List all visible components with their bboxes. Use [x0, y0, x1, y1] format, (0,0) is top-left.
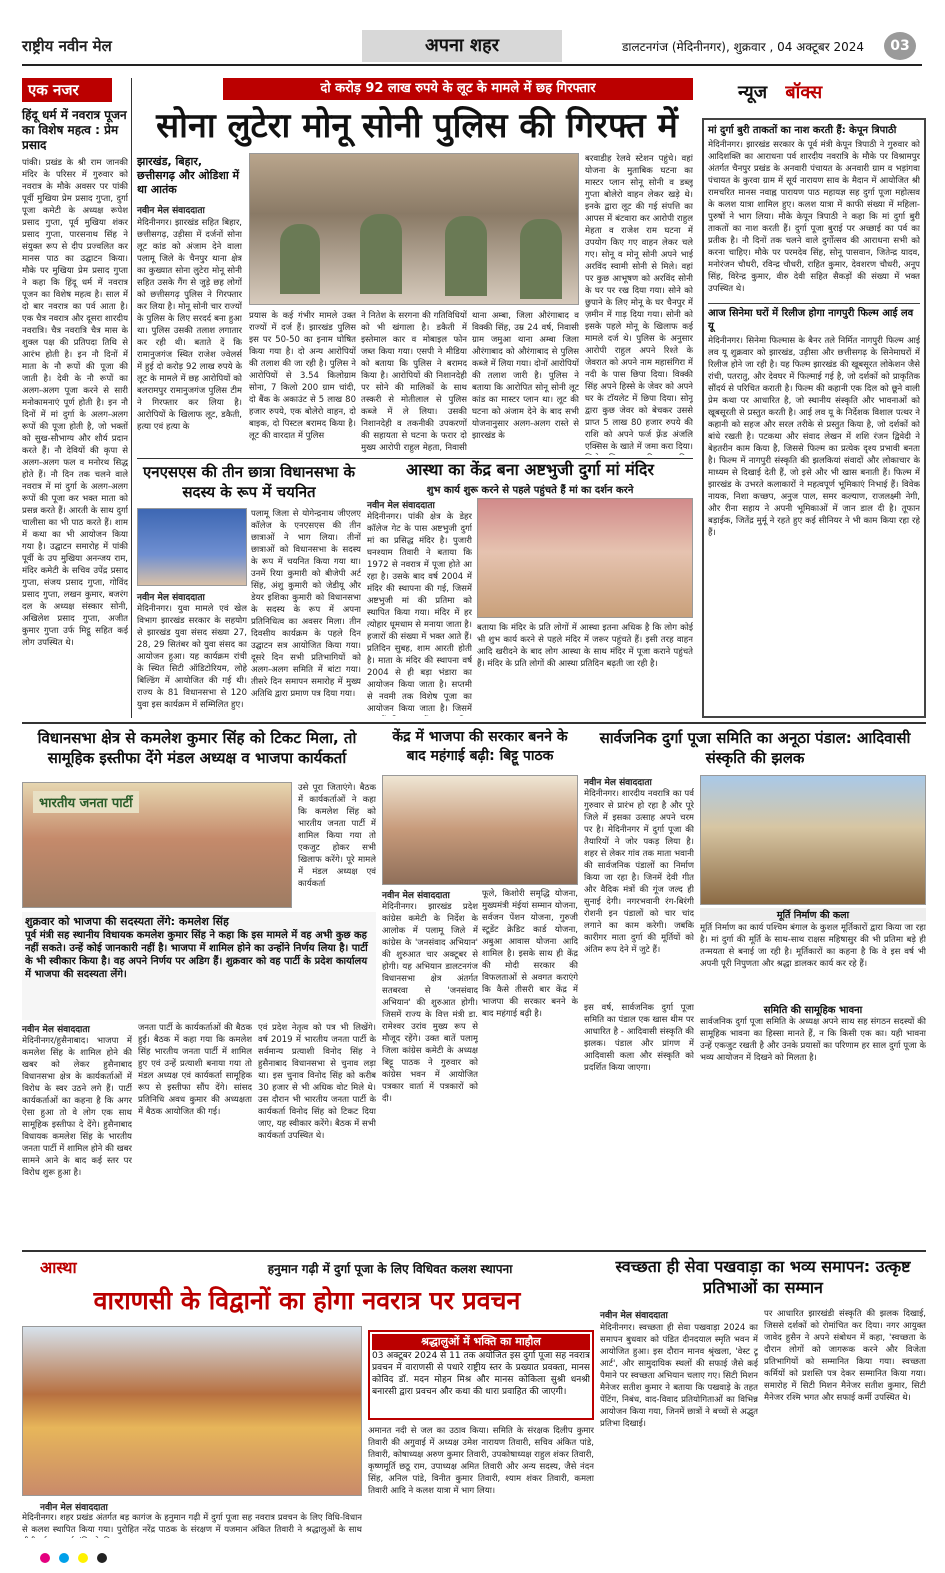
temple-photo	[477, 498, 693, 618]
registration-dot	[40, 1553, 50, 1563]
varanasi-box-title: श्रद्धालुओं में भक्ति का माहौल	[372, 1334, 590, 1350]
police-figure	[445, 216, 487, 296]
lead-headline: सोना लुटेरा मोनू सोनी पुलिस की गिरफ्त में	[156, 106, 678, 146]
section-divider	[137, 458, 693, 459]
lead-body-mid2: ने नितेश के सरगना की गतिविधियों को भी खंगाला है। डकैती में इस्तेमाल कार व मोबाइल फोन जब्त किया गया। एसपी ने मीडिया को बताया कि पुलिस ने बरामद किया है। आरोपियों की निशानदेही पर सोने की मालिकों के साथ तस्करी से मोतीलाल से पुलिस कब्जे में ले लिया। उसकी निशानदेही व तकनीकी उपकरणों की सहायता से घटना के फरार दो मुख्य आरोपी राहुल मेहता, निवासी	[361, 311, 467, 453]
police-figure	[280, 224, 320, 294]
lead-body-mid: प्रयास के कई गंभीर मामले उक्त राज्यों में दर्ज हैं। झारखंड पुलिस इस पर 50-50 का इनाम घोषित किया गया है। दो अन्य आरोपियों की तलाश की जा रही है। पुलिस ने आरोपियों से 3.54 किलोग्राम सोना, 7 किलो 200 ग्राम चांदी, दो बैंक के अकाउंट से 5 लाख 80 हजार रुपये, एक बोलेरो वाहन, दो बाइक, दो पिस्टल बरामद किया है। लूट की वारदात में पुलिस	[249, 311, 356, 441]
pandal-caption-body: मूर्ति निर्माण का कार्य पश्चिम बंगाल के कुशल मूर्तिकारों द्वारा किया जा रहा है। मां दुर्गा की मूर्ति के साथ-साथ राक्षस महिषासुर की भी प्रतिमा बड़े ही तन्मयता से बनाई जा रही है। मूर्तिकारों का कहना है कि वे इस वर्ष भी अपनी पूरी निपुणता और श्रद्धा डालकर कार्य कर रहे हैं।	[700, 923, 926, 969]
lead-body-left: मेदिनीनगर। झारखंड सहित बिहार, छत्तीसगढ़, उड़ीसा में दर्जनों सोना लूट कांड को अंजाम देने वाला पलामू जिले के चैनपुर थाना क्षेत्र का कुख्यात सोना लुटेरा मोनू सोनी सहित उसके गैंग से जुड़े छह लोगों को छत्तीसगढ़ पुलिस ने गिरफ्तार कर लिया है। मोनू सोनी चार राज्यों के पुलिस के लिए सरदर्द बना हुआ था। पुलिस उसकी तलाश लगातार कर रही थी। बताते दें कि रामानुजगंज स्थित राजेश ज्वेलर्स में हुई दो करोड़ 92 लाख रुपये के लूट के मामले में छह आरोपियों को बलरामपुर रामानुजगंज पुलिस टीम ने गिरफ्तार कर लिया है। आरोपियों के खिलाफ लूट, डकैती, हत्या एवं हत्या के	[137, 218, 242, 432]
varanasi-body: मेदिनीनगर। शहर प्रखंड अंतर्गत बड़ कागंज के हनुमान गढ़ी में दुर्गा पूजा सह नवरात्र प्रवचन के लिए विधि-विधान से कलश स्थापित किया गया। पुरोहित नरेंद्र पाठक के संरक्षण में यजमान अंकित तिवारी ने श्रद्धालुओं के साथ	[22, 1513, 362, 1535]
column-divider	[131, 78, 132, 718]
ek-nazar-column	[22, 78, 128, 718]
kamlesh-highlight-body: पूर्व मंत्री सह स्थानीय विधायक कमलेश कुमार सिंह ने कहा कि इस मामले में वह अभी कुछ कह नहीं सकते। उन्हें कोई जानकारी नहीं है। भाजपा में शामिल होने का उन्होंने निर्णय लिया है। पार्टी के भी स्वीकार किया है। वह अपने निर्णय पर अडिग हैं। शुक्रवार को वह पार्टी के प्रदेश कार्यालय में भाजपा की सदस्यता लेंगे।	[25, 930, 368, 980]
news-box-headline-1: मां दुर्गा बुरी ताकतों का नाश करती हैं: केपून त्रिपाठी	[708, 125, 897, 136]
varanasi-info-box	[368, 1330, 594, 1420]
ek-nazar-body: पांकी। प्रखंड के श्री राम जानकी मंदिर के परिसर में गुरुवार को नवरात्र के मौके अवसर पर पांकी पूर्वी मुखिया प्रेम प्रसाद गुप्ता, दुर्गा पूजा कमेटी के अध्यक्ष रूपेश प्रसाद गुप्ता, पूर्व मुखिया शंकर प्रसाद गुप्ता, पारसनाथ सिंह ने संयुक्त रूप से दीप प्रज्वलित कर मानस पाठ का उद्घाटन किया। मौके पर मुखिया प्रेम प्रसाद गुप्ता ने कहा कि हिंदू धर्म में नवरात्र पूजन का विशेष महत्व है। साल में दो बार नवरात्र का पर्व आता है। एक चैत्र नवरात्र और दूसरा शारदीय नवरात्रि। चैत्र नवरात्रि चैत्र मास के शुक्ल पक्ष की प्रतिपदा तिथि से आरंभ होती है। इन नौ दिनों में माता के नौ रूपों की पूजा की जाती है। देवी के नौ रूपों का अलग-अलग पूजा करने से सारी मनोकामनाएं पूर्ण होती है। इन नौ दिनों में मां दुर्गा के अलग-अलग रूपों की पूजा होती है, जो भक्तों को सुख-सौभाग्य और शौर्य प्रदान करते हैं। नौ देवियों की कृपा से अलग-अलग फल व मनोरथ सिद्ध होते हैं। नौ दिन तक चलने वाले नवरात्र में मां दुर्गा के अलग-अलग रूपों की पूजा कर भक्त माता को प्रसन्न करते हैं। आरती के साथ दुर्गा चालीसा का भी पाठ करते हैं। शाम में कथा का भी आयोजन किया गया है। उद्घाटन समारोह में पांकी पूर्वी के उप मुखिया अनन्जय राम, मंदिर कमेटी के सचिव उपेंद्र प्रसाद गुप्ता, संजय प्रसाद गुप्ता, गोविंद प्रसाद गुप्ता, लखन कुमार, बजरंग दल के अध्यक्ष संस्कार सोनी, अखिलेश प्रसाद गुप्ता, अजीत कुमार गुप्ता उर्फ मिट्ठू सहित कई लोग उपस्थित थे।	[22, 158, 128, 648]
dateline: डालटनगंज (मेदिनीनगर), शुक्रवार , 04 अक्टूबर 2024	[622, 40, 865, 54]
varanasi-byline: नवीन मेल संवाददाता	[40, 1503, 108, 1513]
section-divider	[22, 1250, 926, 1252]
news-label: न्यूज	[738, 82, 768, 103]
mehangai-body: मेदिनीनगर। झारखंड प्रदेश कांग्रेस कमेटी के निर्देश के आलोक में पलामू जिले में कांग्रेस के 'जनसंवाद अभियान' की शुरुआत चार अक्टूबर से होगी। यह अभियान डालटनगंज विधानसभा क्षेत्र अंतर्गत सतबरवा से 'जनसंवाद अभियान' की शुरुआत होगी। जिसमें राज्य के वित्त मंत्री डा. रामेश्वर उरांव मुख्य रूप से मौजूद रहेंगे। उक्त बातें पलामू जिला कांग्रेस कमेटी के अध्यक्ष बिट्टू पाठक ने गुरुवार को कांग्रेस भवन में आयोजित पत्रकार वार्ता में पत्रकारों को दी।	[382, 902, 478, 1104]
news-box-label	[738, 80, 928, 110]
news-box-body-1: मेदिनीनगर। झारखंड सरकार के पूर्व मंत्री केपून त्रिपाठी ने गुरुवार को आदिशक्ति का आराधना पर्व शारदीय नवरात्रि के मौके पर विश्रामपुर अंतर्गत चैनपुर प्रखंड के अनवारी पंचायत के अनवारी ग्राम व भड़ांगवा पंचायत के कुरवा ग्राम में सूर्य नारायण साव के मैदान में आयोजित श्री रामचरित मानस नवाह्न पारायण पाठ महायज्ञ सह दुर्गा पूजा महोत्सव के कलश यात्रा शामिल हुए। कलश यात्रा में काफी संख्या में महिला-पुरुषों ने भाग लिया। मौके केपून त्रिपाठी ने कहा कि मां दुर्गा बुरी ताकतों का नाश करती हैं। दुर्गा पूजा बुराई पर अच्छाई का पर्व का प्रतीक है। नौ दिनों तक चलने वाले दुर्गोत्सव की आराधना सभी को करना चाहिए। मौके पर परमदेव सिंह, सोनू पासवान, जितेन्द्र यादव, मनोरंजन चौधरी, रविन्द्र चौधरी, राहित कुमार, देवशरण चौधरी, अनूप सिंह, विरेन्द्र कुमार, वीरु देवी सहित सैकड़ों की संख्या में भक्त उपस्थित थे।	[708, 140, 920, 294]
varanasi-kicker: हनुमान गढ़ी में दुर्गा पूजा के लिए विधिवत कलश स्थापना	[267, 1262, 513, 1276]
bjp-banner: भारतीय जनता पार्टी	[33, 791, 139, 813]
mehangai-body-2: फूले, किशोरी समृद्धि योजना, मुख्यमंत्री मंईयां सम्मान योजना, सर्वजन पेंशन योजना, गुरुजी स्टूडेंट क्रेडिट कार्ड योजना, अबुआ आवास योजना आदि शामिल है। इसके साथ ही केंद्र की मोदी सरकार की विफलताओं से अवगत कराएंगे कि कैसे तीसरी बार केंद्र में भाजपा की सरकार बनने के बाद महंगाई बढ़ी है।	[482, 889, 578, 1019]
pandal-body-2: सार्वजनिक दुर्गा पूजा समिति के अध्यक्ष अपने साथ सह संगठन सदस्यों की सामूहिक भावना का हिस्सा मानते हैं, न कि किसी एक का। यही भावना उन्हें एकजुट रखती है और उनके प्रयासों का परिणाम हर साल दुर्गा पूजा के भव्य आयोजन में दिखने को मिलता है।	[700, 1017, 926, 1063]
pandal-photo	[700, 775, 926, 905]
kamlesh-side-text: उसे पूरा जिताएंगे। बैठक में कार्यकर्ताओं ने कहा कि कमलेश सिंह को भारतीय जनता पार्टी में शामिल किया गया तो एकजुट होकर सभी खिलाफ करेंगे। पूरे मामले में मंडल अध्यक्ष एवं कार्यकर्ता	[298, 783, 376, 889]
swachhata-body-2: पर आधारित झारखंडी संस्कृति की झलक दिखाई, जिससे दर्शकों को रोमांचित कर दिया। नगर आयुक्त जावेद हुसैन ने अपने संबोधन में कहा, 'स्वच्छता के दौरान लोगों को जागरूक करने और विजेता प्रतिभागियों को सम्मानित किया गया। स्वच्छता कर्मियों को प्रशस्ति पत्र देकर सम्मानित किया गया। समारोह में सिटी मिशन मैनेजर सतीश कुमार, सिटी मैनेजर रश्मि भगत और सफाई कर्मी उपस्थित थे।	[764, 1309, 926, 1403]
kamlesh-highlight-box	[22, 912, 376, 1020]
kalash-yatra-photo	[22, 1326, 362, 1496]
registration-dot	[78, 1553, 88, 1563]
ashtabhuji-body: मेदिनीनगर। पांकी क्षेत्र के डेहर कॉलेज गेट के पास अष्टभुजी दुर्गा मां का प्रसिद्ध मंदिर है। पुजारी घनश्याम तिवारी ने बताया कि 1972 से नवरात्र में पूजा होते आ रहा है। उसके बाद वर्ष 2004 में मंदिर की स्थापना की गई, जिसमें अष्टभुजी मां की प्रतिमा को स्थापित किया गया। मंदिर में हर त्योहार धूमधाम से मनाया जाता है। हजारों की संख्या में भक्त आते हैं। प्रतिदिन सुबह, शाम आरती होती है। माता के मंदिर की स्थापना वर्ष 2004 से ही बड़ा भंडारा का आयोजन किया जाता है। सप्तमी से नवमी तक विशेष पूजा का आयोजन किया जाता है। जिसमें	[367, 512, 472, 714]
registration-dot	[59, 1553, 69, 1563]
pandal-byline: नवीन मेल संवाददाता	[584, 778, 652, 788]
varanasi-body-2: अमानत नदी से जल का उठाव किया। समिति के संरक्षक दिलीप कुमार तिवारी की अगुवाई में अध्यक्ष उमेश नारायण तिवारी, सचिव अंकित पांडे, तिवारी, कोषाध्यक्ष अरुण कुमार तिवारी, उपकोषाध्यक्ष राहुल शंकर तिवारी, कृष्णमूर्ति छठू राम, उपाध्यक्ष अमित तिवारी और अन्य सदस्य, जैसे नंदन सिंह, अनिल पांडे, विनीत कुमार तिवारी, श्याम शंकर तिवारी, कमला तिवारी आदि ने कलश यात्रा में भाग लिया।	[368, 1426, 594, 1496]
kamlesh-body-2: जनता पार्टी के कार्यकर्ताओं की बैठक हुई। बैठक में कहा गया कि कमलेश सिंह भारतीय जनता पार्टी में शामिल हुए एवं उन्हें प्रत्याशी बनाया गया तो मंडल अध्यक्ष एवं कार्यकर्ता सामूहिक रूप से इस्तीफा सौंप देंगे। सांसद प्रतिनिधि अवध कुमार की अध्यक्षता में बैठक आयोजित की गई।	[138, 1023, 252, 1117]
section-divider	[22, 722, 926, 724]
pandal-body: मेदिनीनगर। शारदीय नवरात्रि का पर्व गुरुवार से प्रारंभ हो रहा है और पूरे जिले में इसका उत्साह अपने चरम पर है। मेदिनीनगर में दुर्गा पूजा की तैयारियों ने जोर पकड़ लिया है। शहर से लेकर गांव तक माता भवानी की सार्वजनिक पंडालों का निर्माण किया जा रहा है। जिनमें देवी गीत और वैदिक मंत्रों की गूंज जल्द ही सुनाई देगी। नगरभवानी रंग-बिरंगी रोशनी इन पंडालों को चार चांद लगाने का काम करेगी। जबकि कारीगर माता दुर्गा की मूर्तियों को अंतिम रूप देने में जुटे हैं।	[584, 789, 694, 955]
nss-headline: एनएसएस की तीन छात्रा विधानसभा के सदस्य के रूप में चयनित	[142, 463, 356, 501]
section-title: अपना शहर	[362, 30, 562, 62]
box-label: बॉक्स	[785, 82, 823, 103]
aastha-label: आस्था	[40, 1258, 77, 1277]
pandal-headline: सार्वजनिक दुर्गा पूजा समिति का अनूठा पंडाल: आदिवासी संस्कृति की झलक	[599, 729, 911, 767]
pandal-photo-caption: मूर्ति निर्माण की कला	[700, 908, 926, 921]
ashtabhuji-body-2: बताया कि मंदिर के प्रति लोगों में आस्था इतना अधिक है कि लोग कोई भी शुभ कार्य करने से पहले मंदिर में जरूर पहुंचते हैं। इसी तरह वाहन आदि खरीदने के बाद लोग आस्था के साथ मंदिर में पूजा कराने पहुंचते हैं। मंदिर के प्रति लोगों की आस्था प्रतिदिन बढ़ती जा रही है।	[477, 623, 693, 669]
kamlesh-byline: नवीन मेल संवाददाता	[22, 1025, 90, 1035]
mehangai-byline: नवीन मेल संवाददाता	[382, 891, 450, 901]
page-number: 03	[884, 32, 916, 60]
ek-nazar-label: एक नजर	[22, 78, 112, 102]
ashtabhuji-headline: आस्था का केंद्र बना अष्टभुजी दुर्गा मां मंदिर	[406, 460, 654, 479]
swachhata-headline: स्वच्छता ही सेवा पखवाड़ा का भव्य समापन: उत्कृष्ट प्रतिभाओं का सम्मान	[615, 1257, 911, 1297]
lead-body-far: बरवाडीह रेलवे स्टेशन पहुंचे। वहां योजना के मुताबिक घटना का मास्टर प्लान सोनू सोनी व डब्लू गुप्ता बोलेरो वाहन लेकर खड़े थे। इनके द्वारा लूट की गई संपत्ति का आपस में बंटवारा कर आरोपी राहुल मेहता व राजेश राम घटना में उपयोग किए गए वाहन लेकर चले गए। सोनू व मोनू सोनी अपने भाई अरविंद स्वामी सोनी से मिले। वहां पर कुछ आभूषण को अरविंद सोनी के घर पर रख दिया गया। सोने को छुपाने के लिए मोनू के घर चैनपुर में ज़मीन में गाड़ दिया गया। सोनी को इसके पहले मोनू के खिलाफ कई मामले दर्ज थे। पुलिस के अनुसार आरोपी राहुल अपने रिश्ते के जेवरात को अपने नाम महासंगिरा में नदी के पास छिपा दिया। विक्की सिंह अपने हिस्से के जेवर को अपने घर के टॉयलेट में छिपा दिया। सोनू द्वारा कुछ जेवर को बेचकर उससे प्राप्त 5 लाख 80 हजार रुपये की राशि को अपने फर्ज फ़्रेंड अंजलि एक्सिस के खाते में जमा करा दिया।	[585, 154, 693, 452]
nss-byline: नवीन मेल संवाददाता	[137, 593, 205, 603]
swachhata-body: मेदिनीनगर। स्वच्छता ही सेवा पखवाड़ा 2024 का समापन बुधवार को पंडित दीनदयाल स्मृति भवन में आयोजित हुआ। इस दौरान मानव श्रृंखला, 'वेस्ट टू आर्ट', और सामुदायिक स्थलों की सफाई जैसे कई पैमाने पर स्वच्छता अभियान चलाए गए। सिटी मिशन मैनेजर सतीश कुमार ने बताया कि पखवाड़े के तहत पेंटिंग, निबंध, वाद-विवाद प्रतियोगिताओं का विभिन्न आयोजन किया गया, जिनमें छात्रों ने बच्चों से अद्भुत प्रतिभा दिखाई।	[600, 1323, 758, 1429]
masthead	[22, 30, 922, 66]
police-figure	[360, 214, 402, 294]
varanasi-headline: वाराणसी के विद्वानों का होगा नवरात्र पर प्रवचन	[93, 1286, 521, 1315]
nss-photo	[137, 508, 247, 586]
lead-subhead: झारखंड, बिहार, छत्तीसगढ़ और ओडिशा में था आतंक	[137, 155, 240, 196]
lead-kicker: दो करोड़ 92 लाख रुपये के लूट के मामले में छह गिरफ्तार	[223, 78, 693, 100]
pandal-body-3: इस वर्ष, सार्वजनिक दुर्गा पूजा समिति का पंडाल एक खास थीम पर आधारित है - आदिवासी संस्कृति की झलक। पंडाल और प्रांगण में आदिवासी कला और संस्कृति को प्रदर्शित किया जाएगा।	[584, 1003, 694, 1073]
nss-body: मेदिनीनगर। युवा मामले एवं खेल विभाग झारखंड सरकार के सहयोग से झारखंड युवा संसद संख्या 27, 28, 29 सितंबर को युवा संसद का आयोजन हुआ। यह कार्यक्रम रांची के स्थित सिटी ऑडिटोरियम, लोहे बिल्डिंग में आयोजित की गई थी। राज्य के 81 विधानसभा से 120 युवा इस कार्यक्रम में सम्मिलित हुए।	[137, 604, 247, 710]
ek-nazar-headline: हिंदू धर्म में नवरात्र पूजन का विशेष महत्व : प्रेम प्रसाद	[22, 108, 127, 152]
lead-body-right: थाना अम्बा, जिला औरंगाबाद व विक्की सिंह, उम्र 24 वर्ष, निवासी ग्राम जमुआ थाना अम्बा जिला औरंगाबाद को औरंगाबाद से पुलिस कब्जे में लिया गया। दोनों आरोपियों की तलाश जारी है। पुलिस ने बताया कि आरोपित सोनू सोनी लूट कांड का मास्टर प्लान था। लूट की घटना को अंजाम देने के बाद सभी योजनानुसार अलग-अलग रास्ते से झारखंड के	[472, 311, 579, 441]
kamlesh-highlight-title: शुक्रवार को भाजपा की सदस्यता लेंगे: कमलेश सिंह	[25, 915, 229, 928]
color-registration-bar	[40, 1548, 920, 1560]
nss-body-2: पलामू जिला से योगेन्द्रनाथ जीएलए कॉलेज के एनएसएस की तीन छात्राओं ने भाग लिया। तीनों छात्राओं को विधानसभा के सदस्य के रूप में चयनित किया गया था। उनमें रिया कुमारी को बीजेपी अर्ट सिंह, अंशु कुमारी को जेडीयू और डेयर इशिका कुमारी को विधानसभा के सदस्य के रूप में अपना प्रतिनिधित्व का अवसर मिला। तीन दिवसीय कार्यक्रम के पहले दिन उद्घाटन सत्र आयोजित किया गया। दूसरे दिन सभी प्रतिभागियों को अलग-अलग समिति में बांटा गया। तीसरे दिन समापन समारोह में मुख्य अतिथि द्वारा प्रमाण पत्र दिया गया।	[251, 509, 361, 699]
news-box-body-2: मेदिनीनगर। सिनेमा फिल्मास के बैनर तले निर्मित नागपुरी फिल्म आई लव यू शुक्रवार को झारखंड, उड़ीसा और छत्तीसगढ़ के सिनेमाघरों में रिलीज होने जा रही है। यह फिल्म झारखंड की खूबसूरत लोकेशन जैसे रांची, पतरातु, और देवघर में फिल्माई गई है, जो दर्शकों को प्राकृतिक सौंदर्य से परिचित कराती है। फिल्म की कहानी एक दिल को छूने वाली प्रेम कथा पर आधारित है, जो स्थानीय संस्कृति और भावनाओं को खूबसूरती से प्रस्तुत करती है। आई लव यू के निर्देशक विशाल पत्थर ने कहानी को सहज और सरल तरीके से प्रस्तुत किया है, जो दर्शकों को बांधे रखती है। पटकथा और संवाद लेखन में शशि रंजन द्विवेदी ने बेहतरीन काम किया है, जिससे फिल्म का प्रत्येक दृश्य प्रभावी बनता है। फिल्म में नागपुरी संस्कृति की झलकियां संवादों और लोकाचार के माध्यम से दिखाई देती हैं, जो इसे और भी खास बनाती हैं। फिल्म में झारखंड के उभरते कलाकारों ने महत्वपूर्ण भूमिकाएं निभाई हैं। विवेक नायक, निशा कच्छप, अनुज पाल, समर कल्याण, राजलक्ष्मी नेगी, और रीना सहाय ने अपनी भूमिकाओं में जान डाल दी है। तूफान बड़ाईक, जितेंद्र मुर्मू ने रहते हुए कई सीनियर ने भी काम किया रहा रहे हैं।	[708, 336, 920, 538]
congress-photo	[382, 775, 578, 885]
bjp-meeting-photo	[22, 782, 292, 908]
lead-byline: नवीन मेल संवाददाता	[137, 206, 205, 216]
lead-photo-police	[249, 153, 579, 305]
news-box	[702, 118, 926, 718]
police-figure	[520, 219, 562, 299]
swachhata-byline: नवीन मेल संवाददाता	[600, 1311, 668, 1321]
paper-name: राष्ट्रीय नवीन मेल	[22, 37, 112, 55]
kamlesh-body: मेदिनीनगर/हुसैनाबाद। भाजपा में कमलेश सिंह के शामिल होने की खबर को लेकर हुसैनाबाद विधानसभा क्षेत्र के कार्यकर्ताओं में विरोध के स्वर उठने लगे हैं। पार्टी कार्यकर्ताओं का कहना है कि अगर ऐसा हुआ तो वे लोग एक साथ सामूहिक इस्तीफा दे देंगे। हुसैनाबाद विधायक कमलेश सिंह के भारतीय जनता पार्टी में शामिल होने की खबर सामने आने के बाद कई स्तर पर विरोध शुरू हुआ है।	[22, 1036, 132, 1178]
varanasi-box-body: 03 अक्टूबर 2024 से 11 तक अयोजित इस दुर्गा पूजा सह नवरात्र प्रवचन में वाराणसी से पधारे राष्ट्रीय स्तर के प्रख्यात प्रवक्ता, मानस कोविद डॉ. मदन मोहन मिश्र और मानस कोकिला सुश्री धनश्री बनारसी द्वारा प्रवचन और कथा की धारा प्रवाहित की जाएगी।	[372, 1351, 590, 1397]
mehangai-headline: केंद्र में भाजपा की सरकार बनने के बाद महंगाई बढ़ी: बिट्टू पाठक	[392, 729, 568, 764]
ashtabhuji-byline: नवीन मेल संवाददाता	[367, 501, 435, 511]
registration-dot	[97, 1553, 107, 1563]
news-box-headline-2: आज सिनेमा घरों में रिलीज होगा नागपुरी फिल्म आई लव यू	[708, 303, 920, 333]
pandal-subhead: समिति की सामूहिक भावना	[763, 1005, 863, 1016]
kamlesh-headline: विधानसभा क्षेत्र से कमलेश कुमार सिंह को टिकट मिला, तो सामूहिक इस्तीफा देंगे मंडल अध्यक्ष व भाजपा कार्यकर्ता	[37, 729, 357, 767]
kamlesh-body-3-col: एवं प्रदेश नेतृत्व को पत्र भी लिखेंगे। वर्ष 2019 में भारतीय जनता पार्टी के सर्वमान्य प्रत्याशी विनोद सिंह ने हुसैनाबाद विधानसभा से चुनाव लड़ा था। इस चुनाव विनोद सिंह को करीब 30 हजार से भी अधिक वोट मिले थे। उस दौरान भी भारतीय जनता पार्टी के कार्यकर्ता विनोद सिंह को टिकट दिया जाए, यह स्वीकार करेंगे। बैठक में सभी कार्यकर्ता उपस्थित थे।	[258, 1023, 376, 1141]
ashtabhuji-subhead: शुभ कार्य शुरू करने से पहले पहुंचते हैं मां का दर्शन करने	[426, 485, 634, 496]
